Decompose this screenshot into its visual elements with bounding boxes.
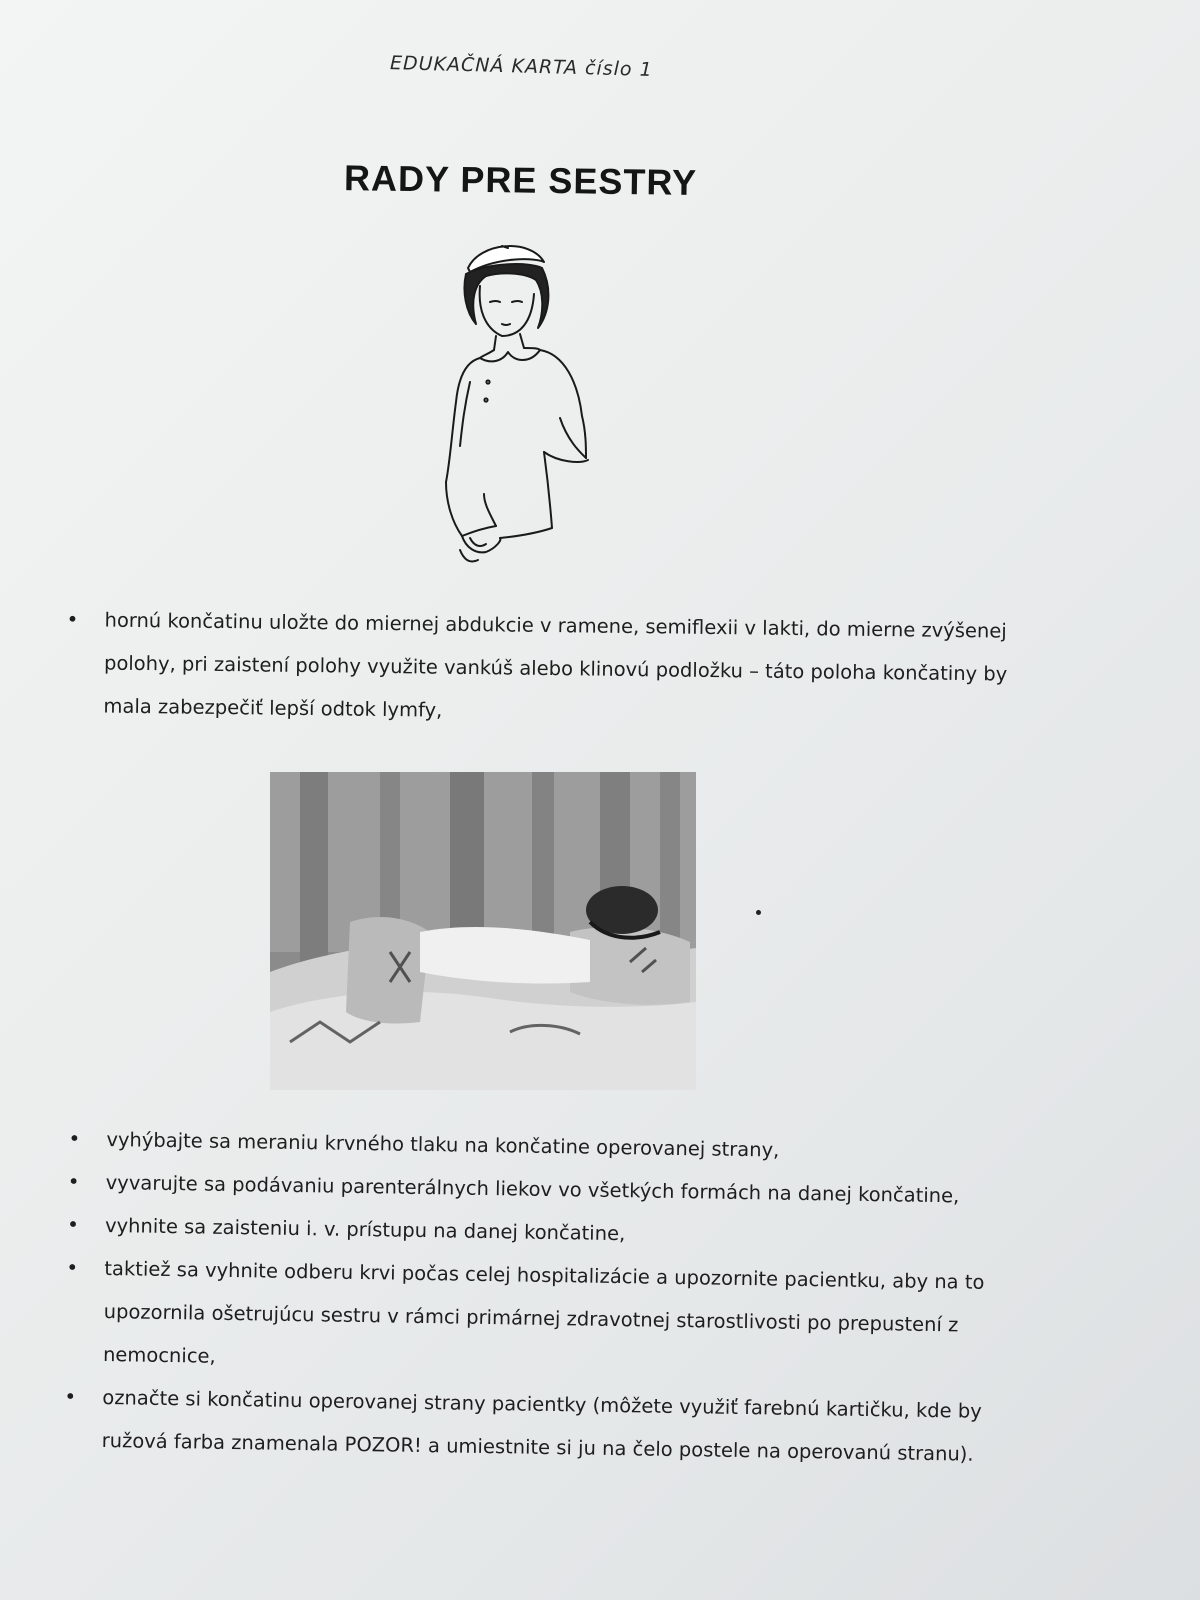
list-item [57, 1375, 1038, 1476]
bullet-list-top [59, 598, 1041, 739]
bullet-icon: • [68, 1126, 81, 1151]
bullet-text: vyvarujte sa podávaniu parenterálnych liekov vo všetkých formách na danej končatine, [105, 1171, 960, 1208]
bullet-icon: • [66, 607, 79, 632]
bullet-list-bottom [57, 1117, 1042, 1476]
bullet-text: označte si končatinu operovanej strany pacientky (môžete využiť farebnú kartičku, kde by ružová farba znamenala POZOR! a umiestnite si ju na čelo postele na operovanú stranu). [101, 1385, 982, 1466]
nurse-illustration [440, 232, 610, 572]
patient-photo [270, 772, 696, 1090]
bullet-icon: • [67, 1169, 80, 1194]
paper-speck [756, 910, 761, 915]
bullet-icon: • [66, 1255, 79, 1280]
page-title: RADY PRE SESTRY [343, 157, 698, 203]
card-header-label: EDUKAČNÁ KARTA číslo 1 [389, 52, 653, 81]
list-item [59, 1246, 1041, 1390]
bullet-text: vyhýbajte sa meraniu krvného tlaku na končatine operovanej strany, [106, 1128, 780, 1162]
bullet-icon: • [64, 1384, 77, 1409]
bullet-icon: • [66, 1212, 80, 1237]
list-item [59, 598, 1041, 739]
bullet-text: taktiež sa vyhnite odberu krvi počas celej hospitalizácie a upozornite pacientku, aby na to upozornila ošetrujúcu sestru v rámci primárnej zdravotnej starostlivosti po prepustení z nemocnice, [102, 1256, 985, 1368]
bullet-text: hornú končatinu uložte do miernej abdukcie v ramene, semiflexii v lakti, do mierne zvýšenej polohy, pri zaistení polohy využite vankúš alebo klinovú podložku – táto poloha končatiny by mala zabezpečiť lepší odtok lymfy, [103, 608, 1008, 722]
bullet-text: vyhnite sa zaisteniu i. v. prístupu na danej končatine, [104, 1214, 626, 1246]
